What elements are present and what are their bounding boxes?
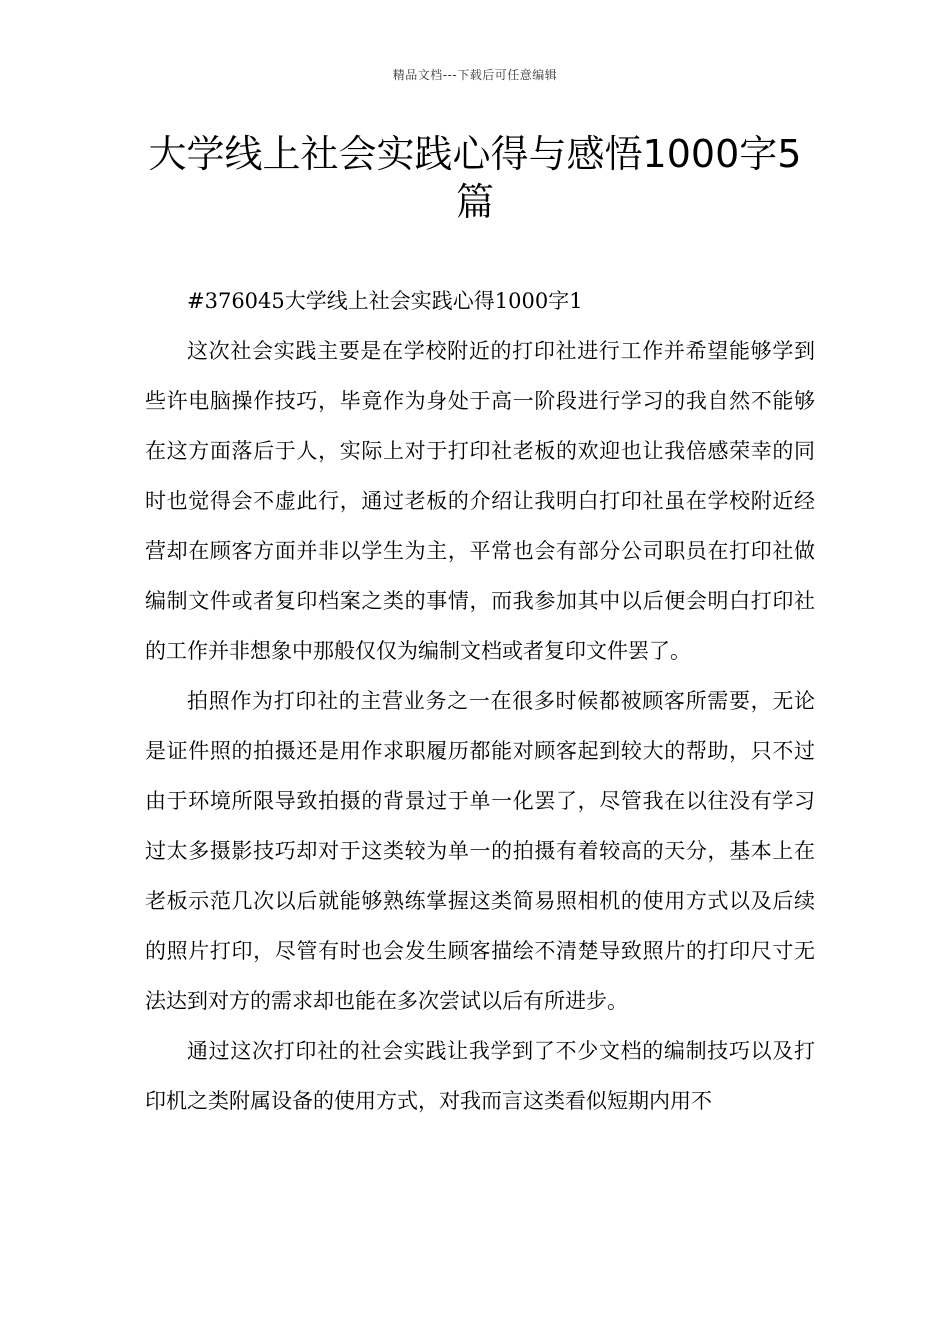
document-title: 大学线上社会实践心得与感悟1000字5篇 [148, 132, 802, 224]
paragraph-1: 这次社会实践主要是在学校附近的打印社进行工作并希望能够学到些许电脑操作技巧，毕竟作为身处于高一阶段进行学习的我自然不能够在这方面落后于人，实际上对于打印社老板的欢迎也让我倍感荣幸的同时也觉得会不虚此行，通过老板的介绍让我明白打印社虽在学校附近经营却在顾客方面并非以学生为主，平常也会有部分公司职员在打印社做编制文件或者复印档案之类的事情，而我参加其中以后便会明白打印社的工作并非想象中那般仅仅为编制文档或者复印文件罢了。 [145, 339, 815, 663]
paragraph-2: 拍照作为打印社的主营业务之一在很多时候都被顾客所需要，无论是证件照的拍摄还是用作求职履历都能对顾客起到较大的帮助，只不过由于环境所限导致拍摄的背景过于单一化罢了，尽管我在以往没有学习过太多摄影技巧却对于这类较为单一的拍摄有着较高的天分，基本上在老板示范几次以后就能够熟练掌握这类简易照相机的使用方式以及后续的照片打印，尽管有时也会发生顾客描绘不清楚导致照片的打印尺寸无法达到对方的需求却也能在多次尝试以后有所进步。 [145, 689, 815, 1013]
paragraph-3: 通过这次打印社的社会实践让我学到了不少文档的编制技巧以及打印机之类附属设备的使用方式，对我而言这类看似短期内用不 [145, 1039, 815, 1113]
header-note: 精品文档---下载后可任意编辑 [392, 68, 558, 82]
section-heading: #376045大学线上社会实践心得1000字1 [187, 289, 583, 313]
document-body [145, 276, 815, 1126]
